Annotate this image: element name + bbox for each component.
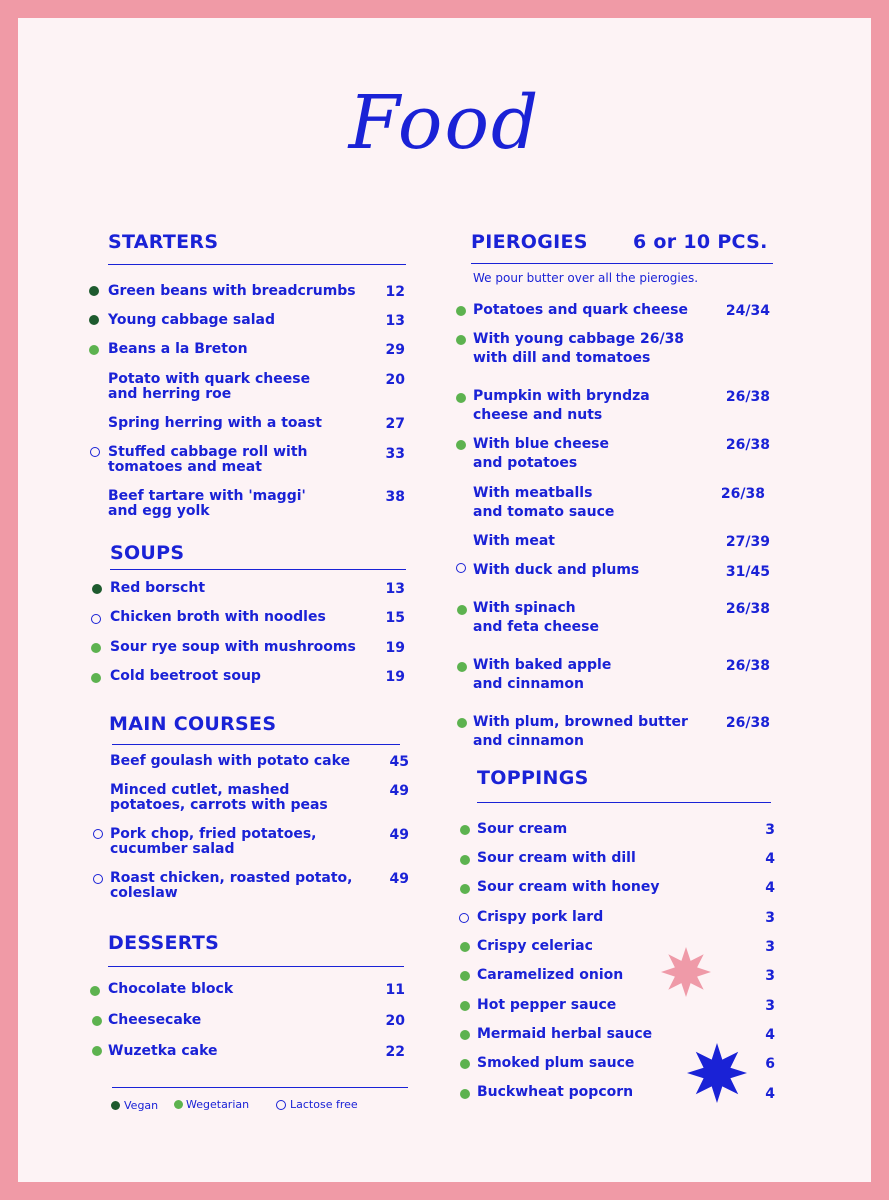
item-price: 19 xyxy=(385,640,405,656)
item-price: 4 xyxy=(765,1027,775,1043)
list-item: Chicken broth with noodles xyxy=(110,609,326,625)
list-item: Sour cream xyxy=(477,821,568,837)
item-price: 49 xyxy=(389,827,409,843)
vegetarian-icon xyxy=(92,1046,102,1056)
item-price: 22 xyxy=(385,1044,405,1060)
list-item: Wuzetka cake xyxy=(108,1043,218,1059)
legend-vegan: Vegan xyxy=(124,1099,159,1112)
main-courses-divider xyxy=(112,744,400,745)
legend-vegetarian: Wegetarian xyxy=(186,1098,250,1111)
list-item-line-2: and potatoes xyxy=(473,455,578,471)
list-item: Mermaid herbal sauce xyxy=(477,1026,653,1042)
list-item: Chocolate block xyxy=(108,981,234,997)
list-item: Hot pepper sauce xyxy=(477,997,617,1013)
lactose-free-icon xyxy=(93,874,103,884)
list-item: With blue cheese xyxy=(473,436,610,452)
legend-lactose-free: Lactose free xyxy=(290,1098,358,1111)
list-item: With young cabbage 26/38 xyxy=(473,331,685,347)
list-item: Cheesecake xyxy=(108,1012,202,1028)
vegan-icon xyxy=(92,584,102,594)
list-item: With spinach xyxy=(473,600,576,616)
list-item-line-2: and cinnamon xyxy=(473,733,584,749)
vegan-icon xyxy=(89,315,99,325)
desserts-divider xyxy=(108,966,404,967)
item-price: 6 xyxy=(765,1056,775,1072)
item-price: 13 xyxy=(385,313,405,329)
soups-divider xyxy=(110,569,406,570)
pierogies-divider xyxy=(471,263,773,264)
vegetarian-icon xyxy=(460,825,470,835)
vegetarian-icon xyxy=(456,306,466,316)
page-title: Food xyxy=(348,80,541,166)
list-item: Pork chop, fried potatoes, xyxy=(110,826,317,842)
pierogies-note: We pour butter over all the pierogies. xyxy=(473,271,699,285)
list-item-line-2: and tomato sauce xyxy=(473,504,615,520)
list-item-line-2: tomatoes and meat xyxy=(108,459,262,475)
lactose-free-icon xyxy=(91,614,101,624)
list-item: Sour cream with honey xyxy=(477,879,660,895)
list-item: Cold beetroot soup xyxy=(110,668,261,684)
item-price: 15 xyxy=(385,610,405,626)
list-item: Buckwheat popcorn xyxy=(477,1084,634,1100)
vegetarian-icon xyxy=(91,673,101,683)
list-item-line-2: cucumber salad xyxy=(110,841,235,857)
pink-star-icon xyxy=(660,946,712,998)
item-price: 26/38 xyxy=(725,715,770,731)
list-item-line-2: and herring roe xyxy=(108,386,232,402)
vegetarian-icon xyxy=(460,1030,470,1040)
lactose-free-icon xyxy=(93,829,103,839)
item-price: 27/39 xyxy=(725,534,770,550)
lactose-free-icon xyxy=(276,1100,286,1110)
list-item: Potatoes and quark cheese xyxy=(473,302,688,318)
vegetarian-icon xyxy=(460,884,470,894)
vegetarian-icon xyxy=(460,942,470,952)
list-item: With meat xyxy=(473,533,555,549)
list-item-line-2: and egg yolk xyxy=(108,503,210,519)
list-item: With baked apple xyxy=(473,657,612,673)
list-item: Crispy pork lard xyxy=(477,909,604,925)
list-item-line-2: potatoes, carrots with peas xyxy=(110,797,328,813)
vegetarian-icon xyxy=(460,1001,470,1011)
list-item: Stuffed cabbage roll with xyxy=(108,444,308,460)
list-item: Roast chicken, roasted potato, xyxy=(110,870,353,886)
toppings-heading: TOPPINGS xyxy=(477,767,589,789)
item-price: 26/38 xyxy=(725,389,770,405)
item-price: 45 xyxy=(389,754,409,770)
item-price: 3 xyxy=(765,968,775,984)
vegetarian-icon xyxy=(457,718,467,728)
item-price: 3 xyxy=(765,998,775,1014)
soups-heading: SOUPS xyxy=(110,542,185,564)
vegetarian-icon xyxy=(460,855,470,865)
vegetarian-icon xyxy=(456,440,466,450)
item-price: 24/34 xyxy=(725,303,770,319)
toppings-divider xyxy=(477,802,771,803)
list-item: Spring herring with a toast xyxy=(108,415,322,431)
item-price: 49 xyxy=(389,871,409,887)
item-price: 26/38 xyxy=(725,658,770,674)
vegetarian-icon xyxy=(457,605,467,615)
item-price: 38 xyxy=(385,489,405,505)
list-item: Sour cream with dill xyxy=(477,850,636,866)
lactose-free-icon xyxy=(459,913,469,923)
item-price: 12 xyxy=(385,284,405,300)
list-item: Red borscht xyxy=(110,580,206,596)
list-item-line-2: with dill and tomatoes xyxy=(473,350,651,366)
list-item: Caramelized onion xyxy=(477,967,624,983)
item-price: 4 xyxy=(765,1086,775,1102)
list-item: Pumpkin with bryndza xyxy=(473,388,650,404)
vegetarian-icon xyxy=(460,1089,470,1099)
list-item: With meatballs xyxy=(473,485,593,501)
item-price: 11 xyxy=(385,982,405,998)
item-price: 26/38 xyxy=(720,486,765,502)
vegetarian-icon xyxy=(456,393,466,403)
list-item: With plum, browned butter xyxy=(473,714,688,730)
vegan-icon xyxy=(111,1101,120,1110)
list-item-line-2: coleslaw xyxy=(110,885,178,901)
item-price: 20 xyxy=(385,372,405,388)
list-item: Young cabbage salad xyxy=(108,312,275,328)
vegetarian-icon xyxy=(91,643,101,653)
item-price: 3 xyxy=(765,910,775,926)
vegan-icon xyxy=(89,286,99,296)
list-item-line-2: cheese and nuts xyxy=(473,407,603,423)
main-courses-heading: MAIN COURSES xyxy=(109,713,277,735)
list-item: Smoked plum sauce xyxy=(477,1055,635,1071)
item-price: 19 xyxy=(385,669,405,685)
item-price: 29 xyxy=(385,342,405,358)
list-item: Beef goulash with potato cake xyxy=(110,753,351,769)
list-item: Beef tartare with 'maggi' xyxy=(108,488,306,504)
item-price: 13 xyxy=(385,581,405,597)
vegetarian-icon xyxy=(90,986,100,996)
vegetarian-icon xyxy=(456,335,466,345)
list-item: Minced cutlet, mashed xyxy=(110,782,290,798)
vegetarian-icon xyxy=(92,1016,102,1026)
list-item-line-2: and feta cheese xyxy=(473,619,599,635)
starters-heading: STARTERS xyxy=(108,231,219,253)
list-item: With duck and plums xyxy=(473,562,640,578)
item-price: 4 xyxy=(765,880,775,896)
item-price: 3 xyxy=(765,939,775,955)
starters-divider xyxy=(108,264,406,265)
list-item: Crispy celeriac xyxy=(477,938,593,954)
item-price: 31/45 xyxy=(725,564,770,580)
item-price: 33 xyxy=(385,446,405,462)
vegetarian-icon xyxy=(460,971,470,981)
vegetarian-icon xyxy=(460,1059,470,1069)
pierogies-heading: PIEROGIES xyxy=(471,231,588,253)
vegetarian-icon xyxy=(174,1100,183,1109)
list-item: Green beans with breadcrumbs xyxy=(108,283,356,299)
list-item: Potato with quark cheese xyxy=(108,371,311,387)
item-price: 3 xyxy=(765,822,775,838)
lactose-free-icon xyxy=(456,563,466,573)
item-price: 27 xyxy=(385,416,405,432)
desserts-heading: DESSERTS xyxy=(108,932,220,954)
list-item-line-2: and cinnamon xyxy=(473,676,584,692)
list-item: Sour rye soup with mushrooms xyxy=(110,639,356,655)
lactose-free-icon xyxy=(90,447,100,457)
pierogies-pieces: 6 or 10 PCS. xyxy=(633,231,768,253)
vegetarian-icon xyxy=(89,345,99,355)
item-price: 26/38 xyxy=(725,437,770,453)
item-price: 4 xyxy=(765,851,775,867)
legend-divider xyxy=(112,1087,408,1088)
item-price: 26/38 xyxy=(725,601,770,617)
item-price: 20 xyxy=(385,1013,405,1029)
blue-star-icon xyxy=(686,1042,748,1104)
list-item: Beans a la Breton xyxy=(108,341,248,357)
vegetarian-icon xyxy=(457,662,467,672)
item-price: 49 xyxy=(389,783,409,799)
